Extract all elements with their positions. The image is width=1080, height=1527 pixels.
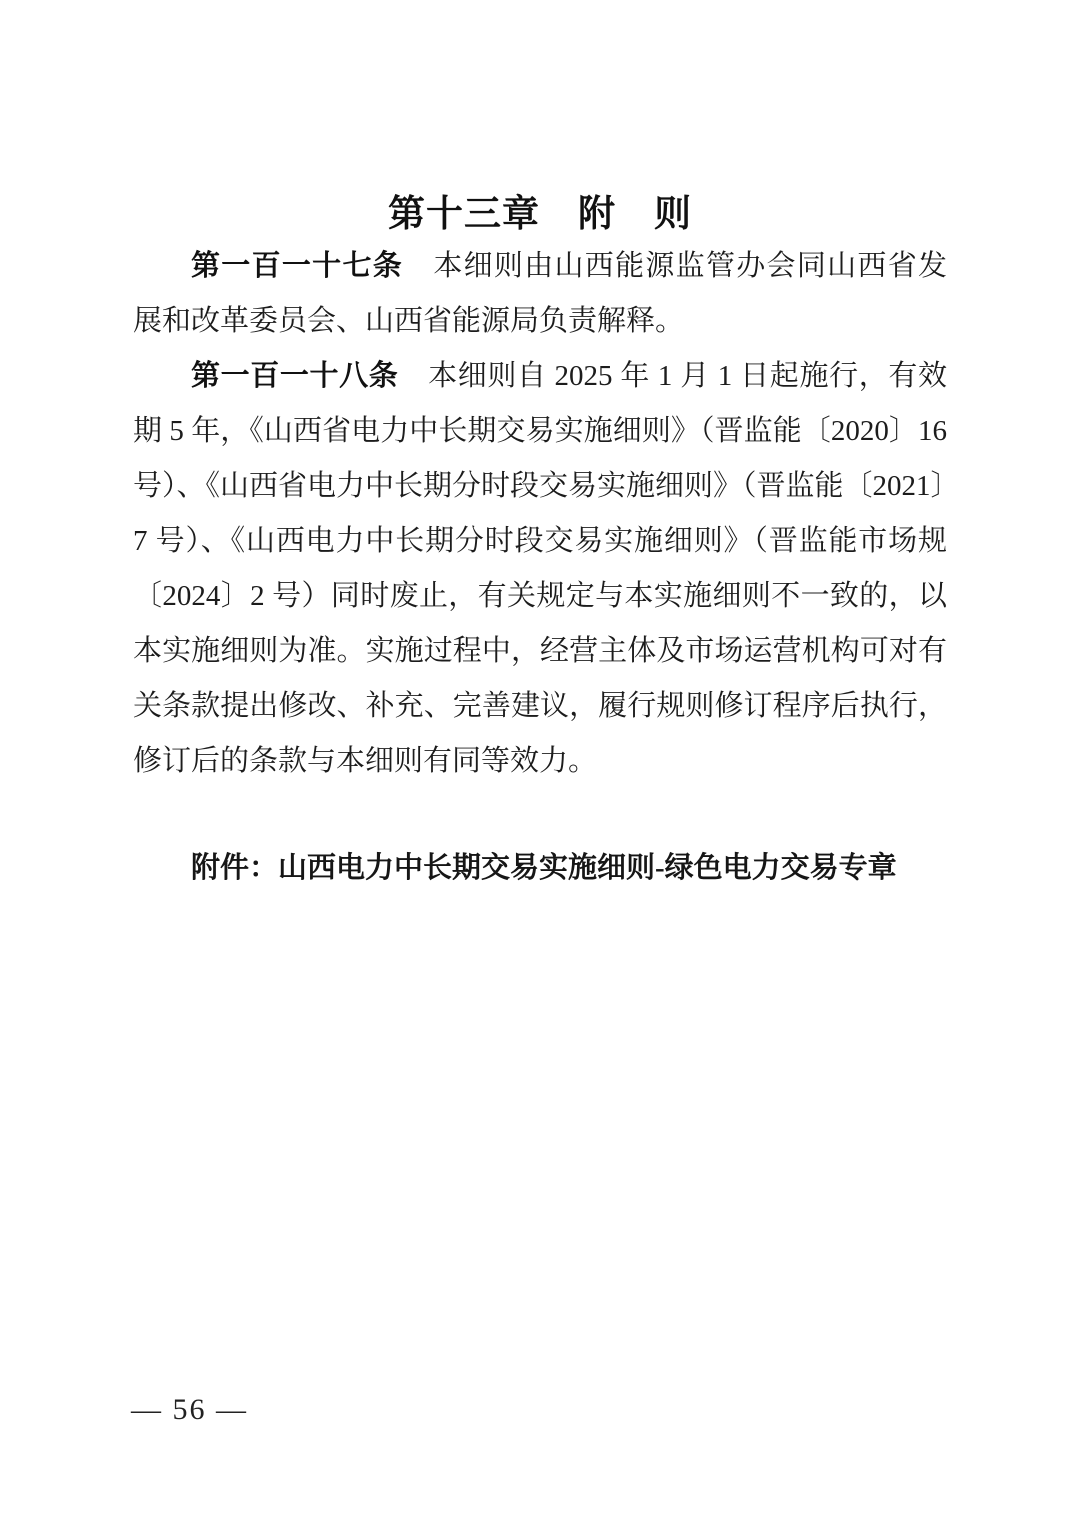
- article-118-text-line-3: 号）、《山西省电力中长期分时段交易实施细则》（晋监能〔2021〕: [133, 470, 960, 502]
- article-line: [133, 294, 947, 349]
- article-line: [133, 679, 947, 734]
- article-line: [133, 349, 947, 404]
- attachment-note: 附件：山西电力中长期交易实施细则-绿色电力交易专章: [191, 852, 897, 884]
- article-line: [133, 404, 947, 459]
- article-line: [133, 239, 947, 294]
- page-number: — 56 —: [131, 1393, 248, 1426]
- article-118-text-line-5: 〔2024〕2 号）同时废止，有关规定与本实施细则不一致的，以: [133, 580, 947, 612]
- article-line: [133, 624, 947, 679]
- chapter-heading: 第十三章 附 则: [388, 193, 692, 234]
- article-line: [133, 514, 947, 569]
- article-line: [133, 459, 960, 514]
- article-118-text-line-6: 本实施细则为准。实施过程中，经营主体及市场运营机构可对有: [133, 635, 947, 667]
- article-118-text-line-2: 期 5 年，《山西省电力中长期交易实施细则》（晋监能〔2020〕16: [133, 415, 947, 447]
- article-118-number: 第一百一十八条: [191, 360, 399, 392]
- document-body: [133, 239, 960, 789]
- article-118-text-line-8: 修订后的条款与本细则有同等效力。: [133, 745, 598, 777]
- article-118: [133, 349, 960, 789]
- article-118-text-line-4: 7 号）、《山西电力中长期分时段交易实施细则》（晋监能市场规: [133, 525, 947, 557]
- article-117-text-line-1: 本细则由山西能源监管办会同山西省发: [403, 250, 947, 282]
- article-118-text-line-7: 关条款提出修改、补充、完善建议，履行规则修订程序后执行，: [133, 690, 947, 722]
- article-117-text-line-2: 展和改革委员会、山西省能源局负责解释。: [133, 305, 685, 337]
- article-line: [133, 569, 947, 624]
- article-line: [133, 734, 947, 789]
- article-117: [133, 239, 947, 349]
- article-117-number: 第一百一十七条: [191, 250, 404, 282]
- article-118-text-line-1: 本细则自 2025 年 1 月 1 日起施行，有效: [398, 360, 947, 392]
